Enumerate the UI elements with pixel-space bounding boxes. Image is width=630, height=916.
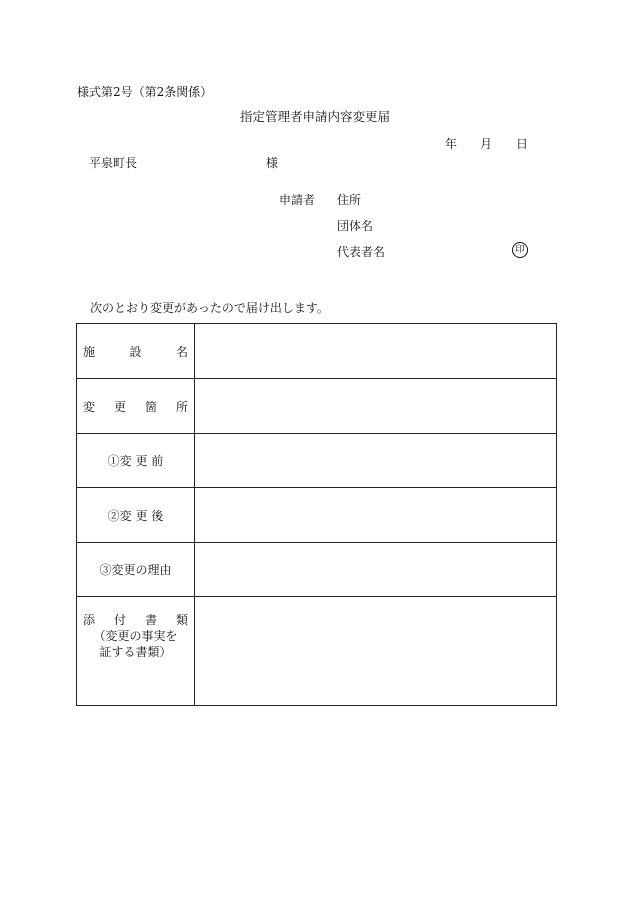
table-row-after-change <box>77 488 556 543</box>
address-label: 住所 <box>337 193 362 207</box>
label-cell <box>77 597 195 705</box>
label-char: 設 <box>129 345 142 359</box>
after-change-value-field[interactable] <box>195 488 556 542</box>
after-change-label: ②変 更 後 <box>107 509 164 523</box>
group-name-label: 団体名 <box>337 219 374 233</box>
facility-name-label <box>83 346 188 358</box>
change-reason-value-field[interactable] <box>195 543 556 596</box>
label-cell <box>77 543 195 596</box>
table-row-change-location <box>77 379 556 434</box>
label-char: 類 <box>175 613 188 627</box>
addressee-name: 平泉町長 <box>89 156 138 170</box>
change-location-label <box>83 401 188 413</box>
before-change-label: ①変 更 前 <box>107 454 164 468</box>
label-char: 更 <box>113 400 126 414</box>
date-day-label: 日 <box>516 137 529 151</box>
label-char: 変 <box>83 400 96 414</box>
table-row-before-change <box>77 434 556 488</box>
form-number: 様式第2号（第2条関係） <box>77 85 213 99</box>
date-year-label: 年 <box>445 137 458 151</box>
table-row-attachments <box>77 597 556 705</box>
label-char: 添 <box>83 613 96 627</box>
attachments-value-field[interactable] <box>195 597 556 705</box>
label-char: 書 <box>144 613 157 627</box>
seal-mark-icon: 印 <box>512 242 528 258</box>
attachments-note-line-2: 証する書類） <box>99 645 172 659</box>
attachments-label <box>83 614 188 626</box>
label-char: 箇 <box>144 400 157 414</box>
document-title: 指定管理者申請内容変更届 <box>239 109 390 124</box>
label-cell <box>77 488 195 542</box>
label-char: 所 <box>175 400 188 414</box>
label-char: 名 <box>175 345 188 359</box>
label-cell <box>77 379 195 433</box>
change-location-value-field[interactable] <box>195 379 556 433</box>
facility-name-value-field[interactable] <box>195 324 556 378</box>
applicant-label: 申請者 <box>279 193 316 207</box>
label-cell <box>77 434 195 487</box>
representative-name-label: 代表者名 <box>337 245 386 259</box>
before-change-value-field[interactable] <box>195 434 556 487</box>
table-row-facility-name <box>77 324 556 379</box>
label-char: 付 <box>113 613 126 627</box>
table-row-change-reason <box>77 543 556 597</box>
label-char: 施 <box>83 345 96 359</box>
date-month-label: 月 <box>480 137 493 151</box>
addressee-honorific: 様 <box>266 156 279 170</box>
attachments-note-line-1: （変更の事実を <box>93 629 178 643</box>
change-reason-label: ③変更の理由 <box>99 563 172 577</box>
label-cell <box>77 324 195 378</box>
change-details-table <box>76 323 557 706</box>
intro-statement: 次のとおり変更があったので届け出します。 <box>90 301 329 315</box>
